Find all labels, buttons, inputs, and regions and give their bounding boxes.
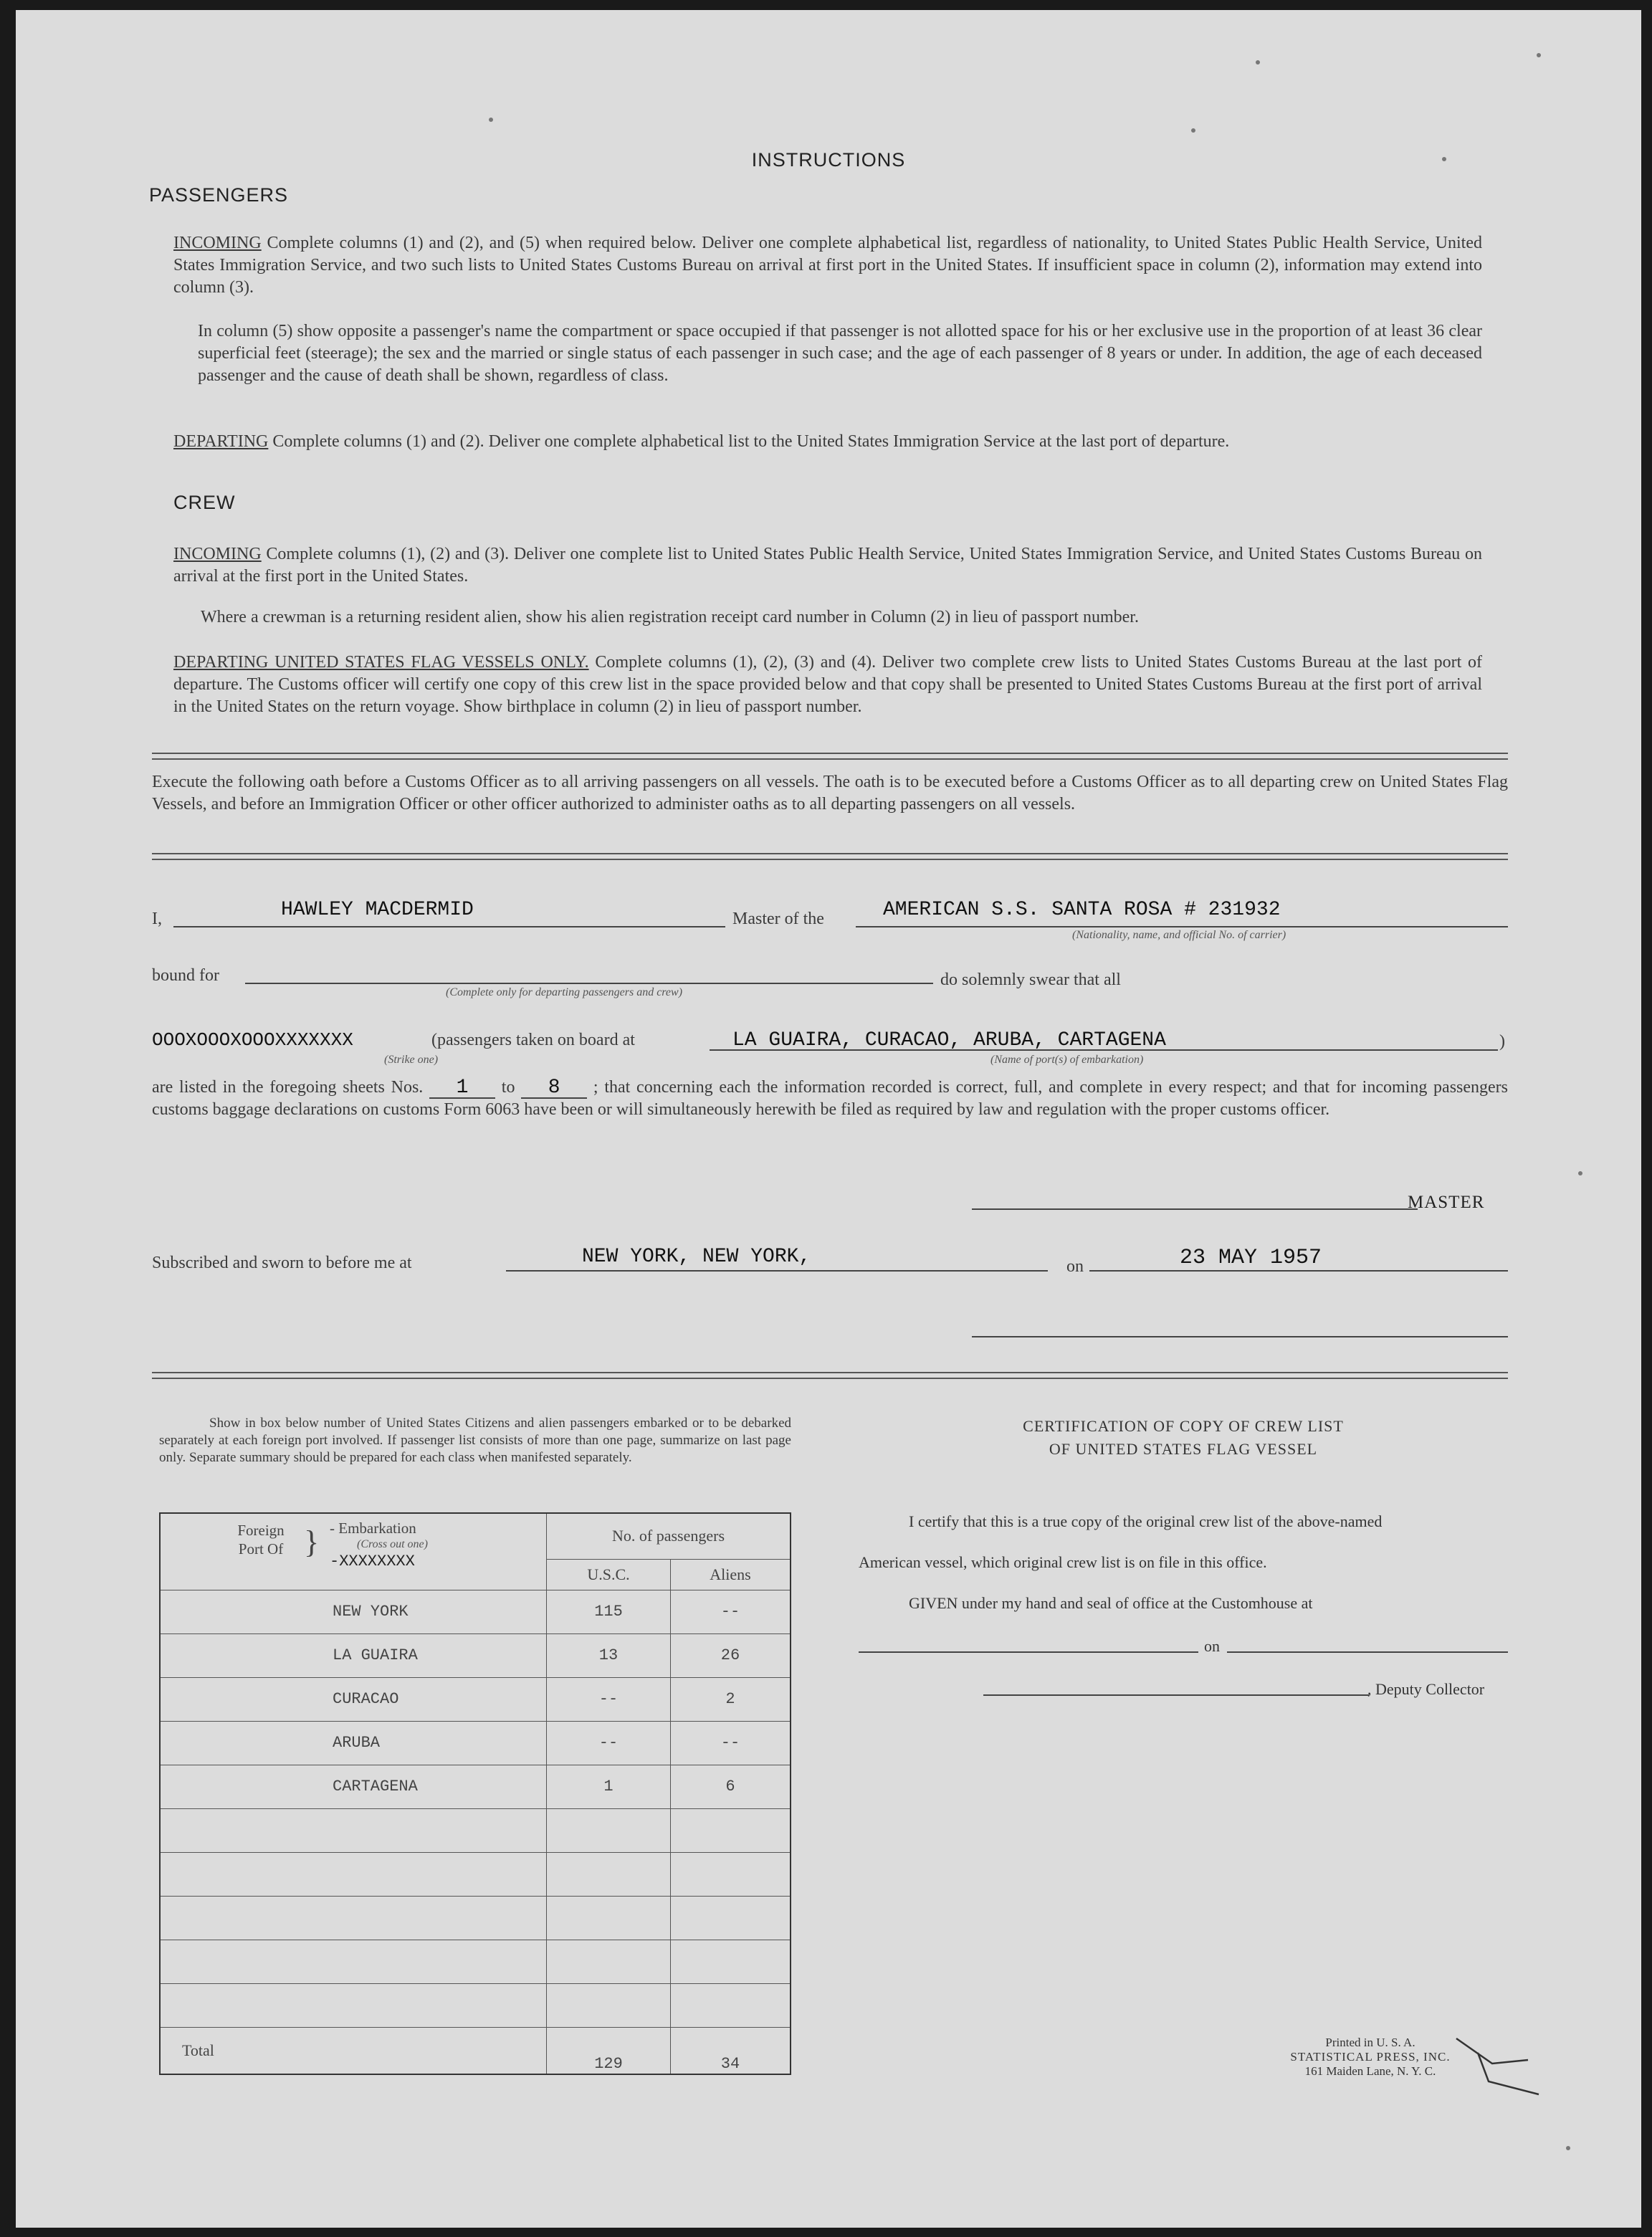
row-port: ARUBA <box>160 1721 547 1765</box>
debarkation-struck: -XXXXXXXX <box>330 1552 415 1570</box>
scan-speck <box>1191 128 1195 133</box>
taken-on-board-label: (passengers taken on board at <box>431 1031 635 1049</box>
row-aliens: -- <box>671 1721 791 1765</box>
row-port: CARTAGENA <box>160 1765 547 1808</box>
pen-mark-icon <box>1449 2031 1542 2096</box>
crew-incoming-text: Complete columns (1), (2) and (3). Deliver one complete list to United States Public Health Service, United States Immigration Service, and United States Customs Bureau on arrival at the first port in the United States. <box>173 545 1483 586</box>
certification-text3: GIVEN under my hand and seal of office at the Customhouse at <box>909 1594 1313 1612</box>
row-port: LA GUAIRA <box>160 1633 547 1677</box>
total-row <box>160 2027 791 2074</box>
printer-line3: 161 Maiden Lane, N. Y. C. <box>1304 2064 1436 2078</box>
aliens-header: Aliens <box>671 1559 791 1590</box>
officer-signature-line <box>972 1336 1508 1337</box>
passengers-incoming-text: Complete columns (1) and (2), and (5) when required below. Deliver one complete alphabetical list, regardless of nationality, to United States Public Health Service, United States Immigration Service, and two such lists to United States Customs Bureau on arrival at first port in the United States. If insufficient space in column (2), information may extend into column (3). <box>173 234 1483 297</box>
i-label: I, <box>152 910 162 928</box>
oath-intro: Execute the following oath before a Customs Officer as to all arriving passengers on all vessels. The oath is to be executed before a Customs Officer as to all departing crew on United States Flag Vessels, and before an Immigration Officer or other officer authorized to administer oaths as to all departing passengers on all vessels. <box>152 773 1508 814</box>
table-row <box>160 1677 791 1721</box>
brace-glyph: } <box>304 1525 320 1560</box>
table-row <box>160 1590 791 1633</box>
summary-note: Show in box below number of United States Citizens and alien passengers embarked or to be debarked separately at each foreign port involved. If passenger list consists of more than one page, summarize on last page only. Separate summary should be prepared for each class when manifested separately. <box>159 1416 791 1465</box>
to-label: to <box>501 1078 515 1097</box>
sworn-date: 23 MAY 1957 <box>1180 1246 1322 1270</box>
crew-incoming-label: INCOMING <box>173 545 262 563</box>
master-signature-line <box>972 1208 1418 1210</box>
crew-incoming-instruction <box>173 543 1482 588</box>
passengers-departing-text: Complete columns (1) and (2). Deliver one complete alphabetical list to the United States Immigration Service at the last port of departure. <box>272 432 1230 451</box>
section-divider <box>152 753 1508 760</box>
crew-resident-instruction: Where a crewman is a returning resident alien, show his alien registration receipt card number in Column (2) in lieu of passport number. <box>201 608 1139 626</box>
table-row <box>160 1721 791 1765</box>
vessel-caption: (Nationality, name, and official No. of carrier) <box>1072 929 1286 941</box>
passengers-departing-label: DEPARTING <box>173 432 269 451</box>
total-label: Total <box>160 2027 547 2074</box>
printer-imprint <box>1263 2036 1478 2079</box>
row-usc: 1 <box>547 1765 671 1808</box>
bound-caption: (Complete only for departing passengers and crew) <box>446 986 683 998</box>
listed-label: are listed in the foregoing sheets Nos. <box>152 1078 424 1097</box>
empty-row <box>160 1852 791 1896</box>
certification-title <box>859 1415 1508 1461</box>
certification-text2: American vessel, which original crew list is on file in this office. <box>859 1553 1267 1571</box>
customhouse-line <box>859 1651 1198 1653</box>
passenger-summary-table <box>159 1512 791 2075</box>
crew-departing-text: Complete columns (1), (2), (3) and (4). Deliver two complete crew lists to United States Customs Bureau at the last port of departure. The Customs officer will certify one copy of this crew list in the space provided below and that copy shall be presented to United States Customs Bureau at the first port of arrival in the United States on the return voyage. Show birthplace in column (2) in lieu of passport number. <box>173 653 1483 716</box>
vessel-line <box>856 926 1508 927</box>
row-port: CURACAO <box>160 1677 547 1721</box>
vessel-name: AMERICAN S.S. SANTA ROSA # 231932 <box>883 899 1281 921</box>
sworn-place: NEW YORK, NEW YORK, <box>582 1246 811 1268</box>
certification-title-line2: OF UNITED STATES FLAG VESSEL <box>1049 1440 1318 1458</box>
certification-text1: I certify that this is a true copy of the original crew list of the above-named <box>909 1512 1383 1530</box>
row-aliens: 2 <box>671 1677 791 1721</box>
close-paren: ) <box>1499 1032 1505 1051</box>
total-aliens: 34 <box>671 2027 791 2074</box>
row-port: NEW YORK <box>160 1590 547 1633</box>
passengers-incoming-label: INCOMING <box>173 234 262 252</box>
scan-speck <box>1256 60 1260 65</box>
empty-row <box>160 1983 791 2027</box>
listed-rest: ; that concerning each the information recorded is correct, full, and complete in every respect; and that for incoming passengers customs baggage declarations on customs Form 6063 have been or will simultaneously herewith be filed as required by law and regulation with the proper customs officer. <box>152 1078 1509 1119</box>
row-usc: -- <box>547 1721 671 1765</box>
deputy-signature-line <box>983 1694 1369 1696</box>
foreign-port-of: Foreign Port Of <box>237 1522 285 1558</box>
empty-row <box>160 1940 791 1983</box>
table-row <box>160 1765 791 1808</box>
scan-speck <box>1578 1171 1582 1175</box>
row-aliens: 6 <box>671 1765 791 1808</box>
master-label: MASTER <box>1408 1193 1485 1212</box>
sheet-to: 8 <box>521 1079 587 1099</box>
printer-line2: STATISTICAL PRESS, INC. <box>1290 2050 1451 2064</box>
crew-departing-label: DEPARTING UNITED STATES FLAG VESSELS ONLY. <box>173 653 589 672</box>
ports-caption: (Name of port(s) of embarkation) <box>990 1054 1144 1066</box>
certification-title-line1: CERTIFICATION OF COPY OF CREW LIST <box>1023 1417 1344 1435</box>
bound-for-label: bound for <box>152 966 219 985</box>
row-usc: 13 <box>547 1633 671 1677</box>
empty-row <box>160 1896 791 1940</box>
row-usc: 115 <box>547 1590 671 1633</box>
deputy-collector-label: , Deputy Collector <box>1367 1680 1485 1698</box>
sworn-date-line <box>1089 1270 1508 1272</box>
sheet-from: 1 <box>429 1079 495 1099</box>
passengers-heading: PASSENGERS <box>149 184 289 206</box>
section-divider <box>152 1372 1508 1379</box>
row-aliens: 26 <box>671 1633 791 1677</box>
bound-for-line <box>245 983 933 984</box>
no-passengers-header: No. of passengers <box>547 1513 791 1559</box>
empty-row <box>160 1808 791 1852</box>
scan-speck <box>1537 53 1541 57</box>
strike-text: OOOXOOOXOOOXXXXXXX <box>152 1029 353 1051</box>
listed-statement <box>152 1077 1508 1121</box>
subscribed-label: Subscribed and sworn to before me at <box>152 1254 412 1272</box>
crew-departing-instruction <box>173 652 1482 718</box>
master-name-line <box>173 926 725 927</box>
embarkation-label: - Embarkation <box>330 1520 416 1537</box>
strike-caption: (Strike one) <box>384 1054 439 1066</box>
embarkation-ports: LA GUAIRA, CURACAO, ARUBA, CARTAGENA <box>732 1029 1166 1051</box>
passengers-column5-instruction: In column (5) show opposite a passenger's name the compartment or space occupied if that passenger is not allotted space for his or her exclusive use in the proportion of at least 36 clear superficial feet (steerage); the sex and the married or single status of each passenger in such case; and the age of each passenger of 8 years or under. In addition, the age of each deceased passenger and the cause of death shall be shown, regardless of class. <box>198 322 1482 385</box>
swear-label: do solemnly swear that all <box>940 970 1121 989</box>
passengers-incoming-instruction <box>173 232 1482 299</box>
total-usc: 129 <box>547 2027 671 2074</box>
crew-heading: CREW <box>173 492 236 513</box>
scan-speck <box>489 118 493 122</box>
printer-line1: Printed in U. S. A. <box>1325 2036 1415 2049</box>
usc-header: U.S.C. <box>547 1559 671 1590</box>
certification-on-label: on <box>1204 1637 1220 1655</box>
master-name: HAWLEY MACDERMID <box>281 899 474 921</box>
table-row <box>160 1633 791 1677</box>
port-header <box>160 1513 547 1590</box>
scan-speck <box>1566 2146 1570 2150</box>
sworn-on-label: on <box>1066 1257 1084 1276</box>
row-aliens: -- <box>671 1590 791 1633</box>
cross-out-label: (Cross out one) <box>357 1538 428 1550</box>
instructions-title: INSTRUCTIONS <box>751 149 906 171</box>
manifest-sheet <box>16 10 1641 2228</box>
sworn-place-line <box>506 1270 1048 1272</box>
certification-date-line <box>1227 1651 1508 1653</box>
row-usc: -- <box>547 1677 671 1721</box>
section-divider <box>152 853 1508 860</box>
passengers-departing-instruction <box>173 431 1482 453</box>
master-of-label: Master of the <box>732 910 824 928</box>
